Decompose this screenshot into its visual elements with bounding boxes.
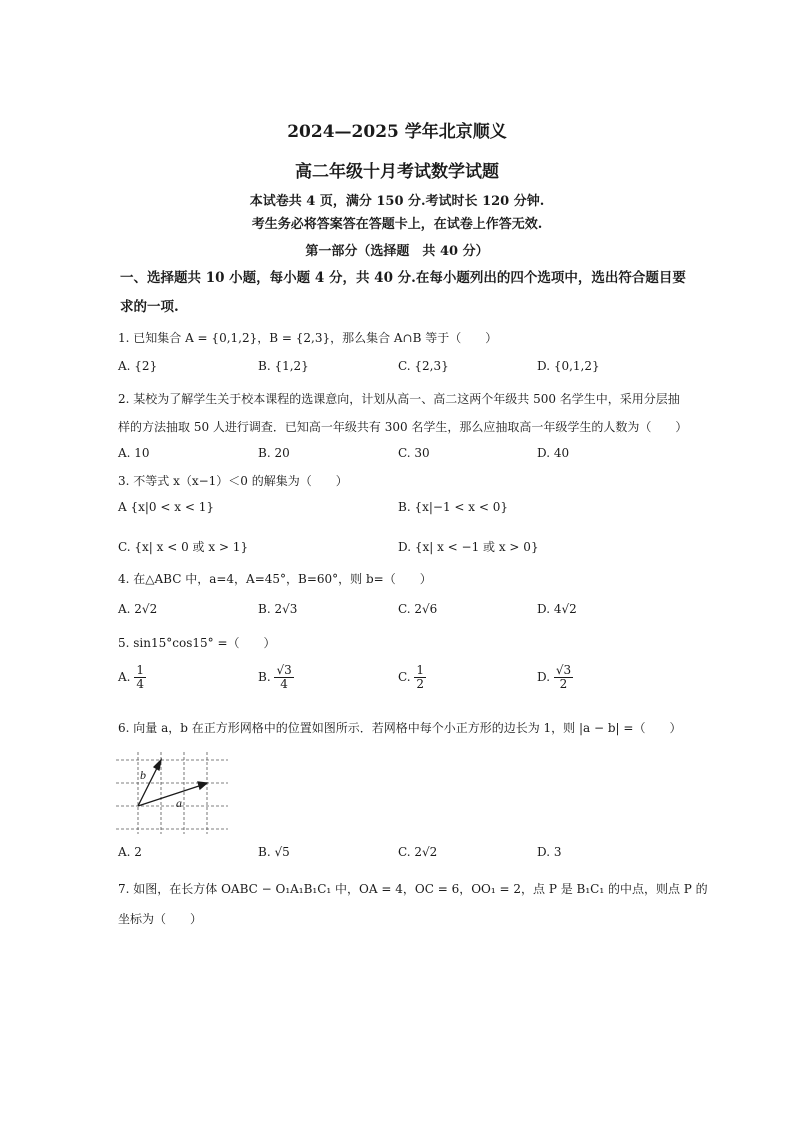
denominator: 2 bbox=[416, 677, 425, 692]
question-2-option-c: C. 30 bbox=[398, 446, 430, 460]
numerator: 1 bbox=[416, 663, 425, 677]
question-2-option-d: D. 40 bbox=[537, 446, 570, 460]
question-4-option-d: D. 4√2 bbox=[537, 602, 577, 616]
question-2-option-a: A. 10 bbox=[118, 446, 150, 460]
question-5-option-c bbox=[398, 664, 426, 691]
fraction bbox=[414, 664, 426, 691]
vector-b-label: b bbox=[140, 768, 146, 782]
denominator: 4 bbox=[136, 677, 144, 692]
vector-grid-figure bbox=[116, 752, 236, 834]
question-1-option-d: D. {0,1,2} bbox=[537, 359, 600, 373]
option-label: B. bbox=[258, 670, 271, 685]
question-4-option-a: A. 2√2 bbox=[118, 602, 158, 616]
question-4-option-c: C. 2√6 bbox=[398, 602, 438, 616]
part-one-heading: 第一部分（选择题 共 40 分） bbox=[305, 244, 489, 259]
option-label: A. bbox=[118, 670, 131, 685]
denominator: 2 bbox=[559, 677, 568, 692]
question-3-stem: 3. 不等式 x（x−1）＜0 的解集为（ ） bbox=[118, 474, 348, 488]
question-4-stem: 4. 在△ABC 中，a=4，A=45°，B=60°，则 b=（ ） bbox=[118, 572, 432, 586]
question-2-stem-line1: 2. 某校为了解学生关于校本课程的选课意向，计划从高一、高二这两个年级共 500 名学生中，采用分层抽 bbox=[118, 392, 680, 406]
question-6-option-b: B. √5 bbox=[258, 845, 290, 859]
fraction bbox=[554, 664, 573, 691]
vector-b-arrowhead bbox=[154, 760, 161, 770]
question-1-option-b: B. {1,2} bbox=[258, 359, 309, 373]
fraction bbox=[274, 664, 293, 691]
question-5-stem: 5. sin15°cos15° =（ ） bbox=[118, 636, 276, 650]
option-label: C. bbox=[398, 670, 411, 685]
question-1-option-c: C. {2,3} bbox=[398, 359, 449, 373]
grid-lines bbox=[116, 752, 228, 834]
question-7-stem-line1: 7. 如图，在长方体 OABC − O₁A₁B₁C₁ 中，OA = 4，OC = 6，OO₁ = 2，点 P 是 B₁C₁ 的中点，则点 P 的 bbox=[118, 882, 708, 896]
question-7-stem-line2: 坐标为（ ） bbox=[118, 912, 203, 926]
question-3-option-a: A {x|0 < x < 1} bbox=[118, 500, 214, 514]
question-1-option-a: A. {2} bbox=[118, 359, 158, 373]
question-4-option-b: B. 2√3 bbox=[258, 602, 298, 616]
exam-info-instructions: 考生务必将答案答在答题卡上，在试卷上作答无效. bbox=[251, 217, 543, 232]
numerator: 1 bbox=[136, 663, 144, 677]
exam-title-line2: 高二年级十月考试数学试题 bbox=[295, 162, 499, 182]
fraction bbox=[134, 664, 146, 691]
question-5-option-a bbox=[118, 664, 146, 691]
denominator: 4 bbox=[280, 677, 288, 692]
question-2-stem-line2: 样的方法抽取 50 人进行调查．已知高一年级共有 300 名学生，那么应抽取高一年级学生的人数为（ ） bbox=[118, 420, 688, 434]
question-3-option-d: D. {x| x < −1 或 x > 0} bbox=[398, 540, 539, 554]
exam-title-line1: 2024—2025 学年北京顺义 bbox=[287, 122, 507, 142]
question-5-option-d bbox=[537, 664, 573, 691]
vector-a-label: a bbox=[176, 796, 182, 810]
numerator: √3 bbox=[555, 663, 572, 677]
question-6-option-d: D. 3 bbox=[537, 845, 562, 859]
option-label: D. bbox=[537, 670, 551, 685]
question-1-stem: 1. 已知集合 A = {0,1,2}，B = {2,3}，那么集合 A∩B 等于（ ） bbox=[118, 331, 498, 345]
question-6-stem: 6. 向量 a，b 在正方形网格中的位置如图所示．若网格中每个小正方形的边长为 1，则 |a − b| =（ ） bbox=[118, 721, 682, 735]
question-2-option-b: B. 20 bbox=[258, 446, 290, 460]
question-5-option-b bbox=[258, 664, 294, 691]
question-3-option-c: C. {x| x < 0 或 x > 1} bbox=[118, 540, 249, 554]
section-one-instructions-line1: 一、选择题共 10 小题，每小题 4 分，共 40 分.在每小题列出的四个选项中，选出符合题目要 bbox=[120, 270, 686, 286]
question-6-option-a: A. 2 bbox=[118, 845, 142, 859]
question-3-option-b: B. {x|−1 < x < 0} bbox=[398, 500, 508, 514]
exam-info-pages: 本试卷共 4 页，满分 150 分.考试时长 120 分钟. bbox=[249, 194, 545, 209]
vector-a-arrowhead bbox=[198, 782, 207, 789]
numerator: √3 bbox=[276, 663, 292, 677]
section-one-instructions-line2: 求的一项. bbox=[120, 299, 179, 315]
question-6-option-c: C. 2√2 bbox=[398, 845, 438, 859]
